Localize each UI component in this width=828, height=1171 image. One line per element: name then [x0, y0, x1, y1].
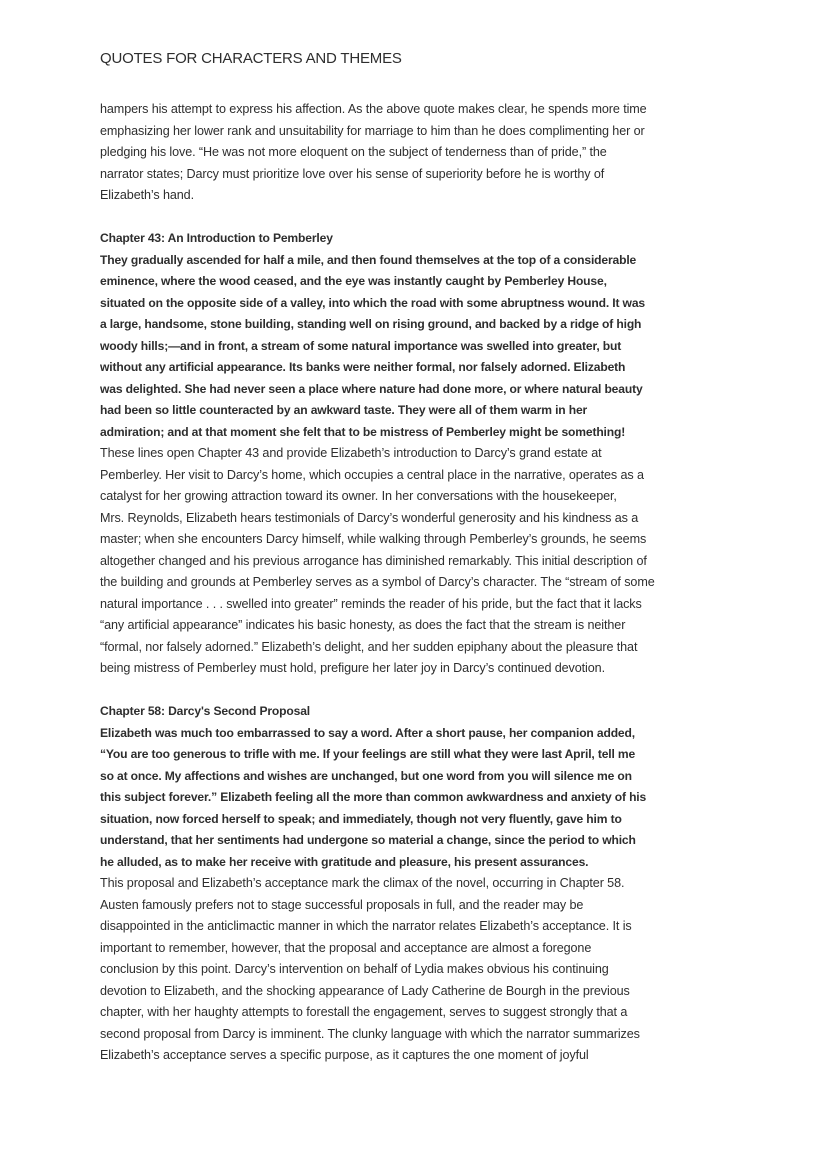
- analysis-paragraph: [100, 873, 646, 1067]
- text-line: Austen famously prefers not to stage successful proposals in full, and the reader may be: [100, 897, 584, 912]
- quote-passage: [100, 250, 655, 444]
- section-chapter-43: [100, 228, 655, 680]
- text-line: Elizabeth was much too embarrassed to say a word. After a short pause, her companion added,: [100, 725, 635, 740]
- section-chapter-58: [100, 701, 646, 1067]
- text-line: disappointed in the anticlimactic manner in which the narrator relates Elizabeth’s acceptance. It is: [100, 919, 632, 933]
- text-line: a large, handsome, stone building, standing well on rising ground, and backed by a ridge of high: [100, 317, 642, 331]
- text-line: “formal, nor falsely adorned.” Elizabeth’s delight, and her sudden epiphany about the pleasure that: [100, 639, 638, 654]
- text-line: emphasizing her lower rank and unsuitability for marriage to him than he does complimenting her or: [100, 123, 645, 138]
- analysis-paragraph: [100, 443, 655, 680]
- text-line: without any artificial appearance. Its banks were neither formal, nor falsely adorned. Elizabeth: [100, 360, 626, 374]
- text-line: this subject forever.” Elizabeth feeling all the more than common awkwardness and anxiety of his: [100, 790, 647, 804]
- intro-paragraph: [100, 99, 647, 207]
- text-line: These lines open Chapter 43 and provide Elizabeth’s introduction to Darcy’s grand estate at: [100, 446, 602, 460]
- text-line: eminence, where the wood ceased, and the eye was instantly caught by Pemberley House,: [100, 274, 607, 288]
- text-line: situated on the opposite side of a valley, into which the road with some abruptness wound. It was: [100, 295, 645, 310]
- text-line: pledging his love. “He was not more eloquent on the subject of tenderness than of pride,” the: [100, 145, 607, 159]
- text-line: important to remember, however, that the proposal and acceptance are almost a foregone: [100, 940, 592, 955]
- text-line: altogether changed and his previous arrogance has diminished remarkably. This initial description of: [100, 553, 647, 568]
- text-line: so at once. My affections and wishes are unchanged, but one word from you will silence me on: [100, 768, 632, 783]
- text-line: “You are too generous to trifle with me. If your feelings are still what they were last April, tell me: [100, 747, 636, 761]
- text-line: the building and grounds at Pemberley serves as a symbol of Darcy’s character. The “stream of some: [100, 575, 655, 589]
- text-line: devotion to Elizabeth, and the shocking appearance of Lady Catherine de Bourgh in the previous: [100, 983, 630, 998]
- text-line: he alluded, as to make her receive with gratitude and pleasure, his present assurances.: [100, 854, 589, 869]
- text-line: hampers his attempt to express his affection. As the above quote makes clear, he spends more time: [100, 102, 647, 116]
- text-line: admiration; and at that moment she felt that to be mistress of Pemberley might be something!: [100, 424, 626, 439]
- page-header-title: QUOTES FOR CHARACTERS AND THEMES: [100, 50, 402, 67]
- text-line: natural importance . . . swelled into greater” reminds the reader of his pride, but the fact that it lacks: [100, 596, 642, 611]
- text-line: They gradually ascended for half a mile, and then found themselves at the top of a considerable: [100, 252, 637, 267]
- text-line: being mistress of Pemberley must hold, prefigure her later joy in Darcy’s continued devotion.: [100, 661, 605, 675]
- text-line: catalyst for her growing attraction toward its owner. In her conversations with the housekeeper,: [100, 489, 617, 503]
- text-line: “any artificial appearance” indicates his basic honesty, as does the fact that the stream is neither: [100, 618, 626, 632]
- text-line: had been so little counteracted by an awkward taste. They were all of them warm in her: [100, 403, 588, 417]
- text-line: narrator states; Darcy must prioritize love over his sense of superiority before he is worthy of: [100, 166, 605, 181]
- text-line: understand, that her sentiments had undergone so material a change, since the period to which: [100, 833, 636, 847]
- text-line: Pemberley. Her visit to Darcy’s home, which occupies a central place in the narrative, operates as a: [100, 467, 644, 482]
- text-line: This proposal and Elizabeth’s acceptance mark the climax of the novel, occurring in Chapter 58.: [100, 876, 625, 890]
- text-line: Mrs. Reynolds, Elizabeth hears testimonials of Darcy’s wonderful generosity and his kindness as a: [100, 510, 639, 525]
- section-heading: Chapter 43: An Introduction to Pemberley: [100, 231, 333, 245]
- text-line: master; when she encounters Darcy himself, while walking through Pemberley’s grounds, he seems: [100, 532, 647, 546]
- text-line: situation, now forced herself to speak; and immediately, though not very fluently, gave him to: [100, 811, 622, 826]
- text-line: conclusion by this point. Darcy’s intervention on behalf of Lydia makes obvious his continuing: [100, 962, 609, 976]
- text-line: was delighted. She had never seen a place where nature had done more, or where natural beauty: [100, 381, 643, 396]
- text-line: second proposal from Darcy is imminent. The clunky language with which the narrator summarizes: [100, 1026, 640, 1041]
- text-line: Elizabeth’s acceptance serves a specific purpose, as it captures the one moment of joyful: [100, 1048, 589, 1062]
- text-line: woody hills;—and in front, a stream of some natural importance was swelled into greater, but: [100, 338, 622, 353]
- text-line: chapter, with her haughty attempts to forestall the engagement, serves to suggest strongly that a: [100, 1005, 628, 1019]
- quote-passage: [100, 723, 646, 874]
- section-heading: Chapter 58: Darcy's Second Proposal: [100, 704, 311, 718]
- text-line: Elizabeth’s hand.: [100, 188, 194, 202]
